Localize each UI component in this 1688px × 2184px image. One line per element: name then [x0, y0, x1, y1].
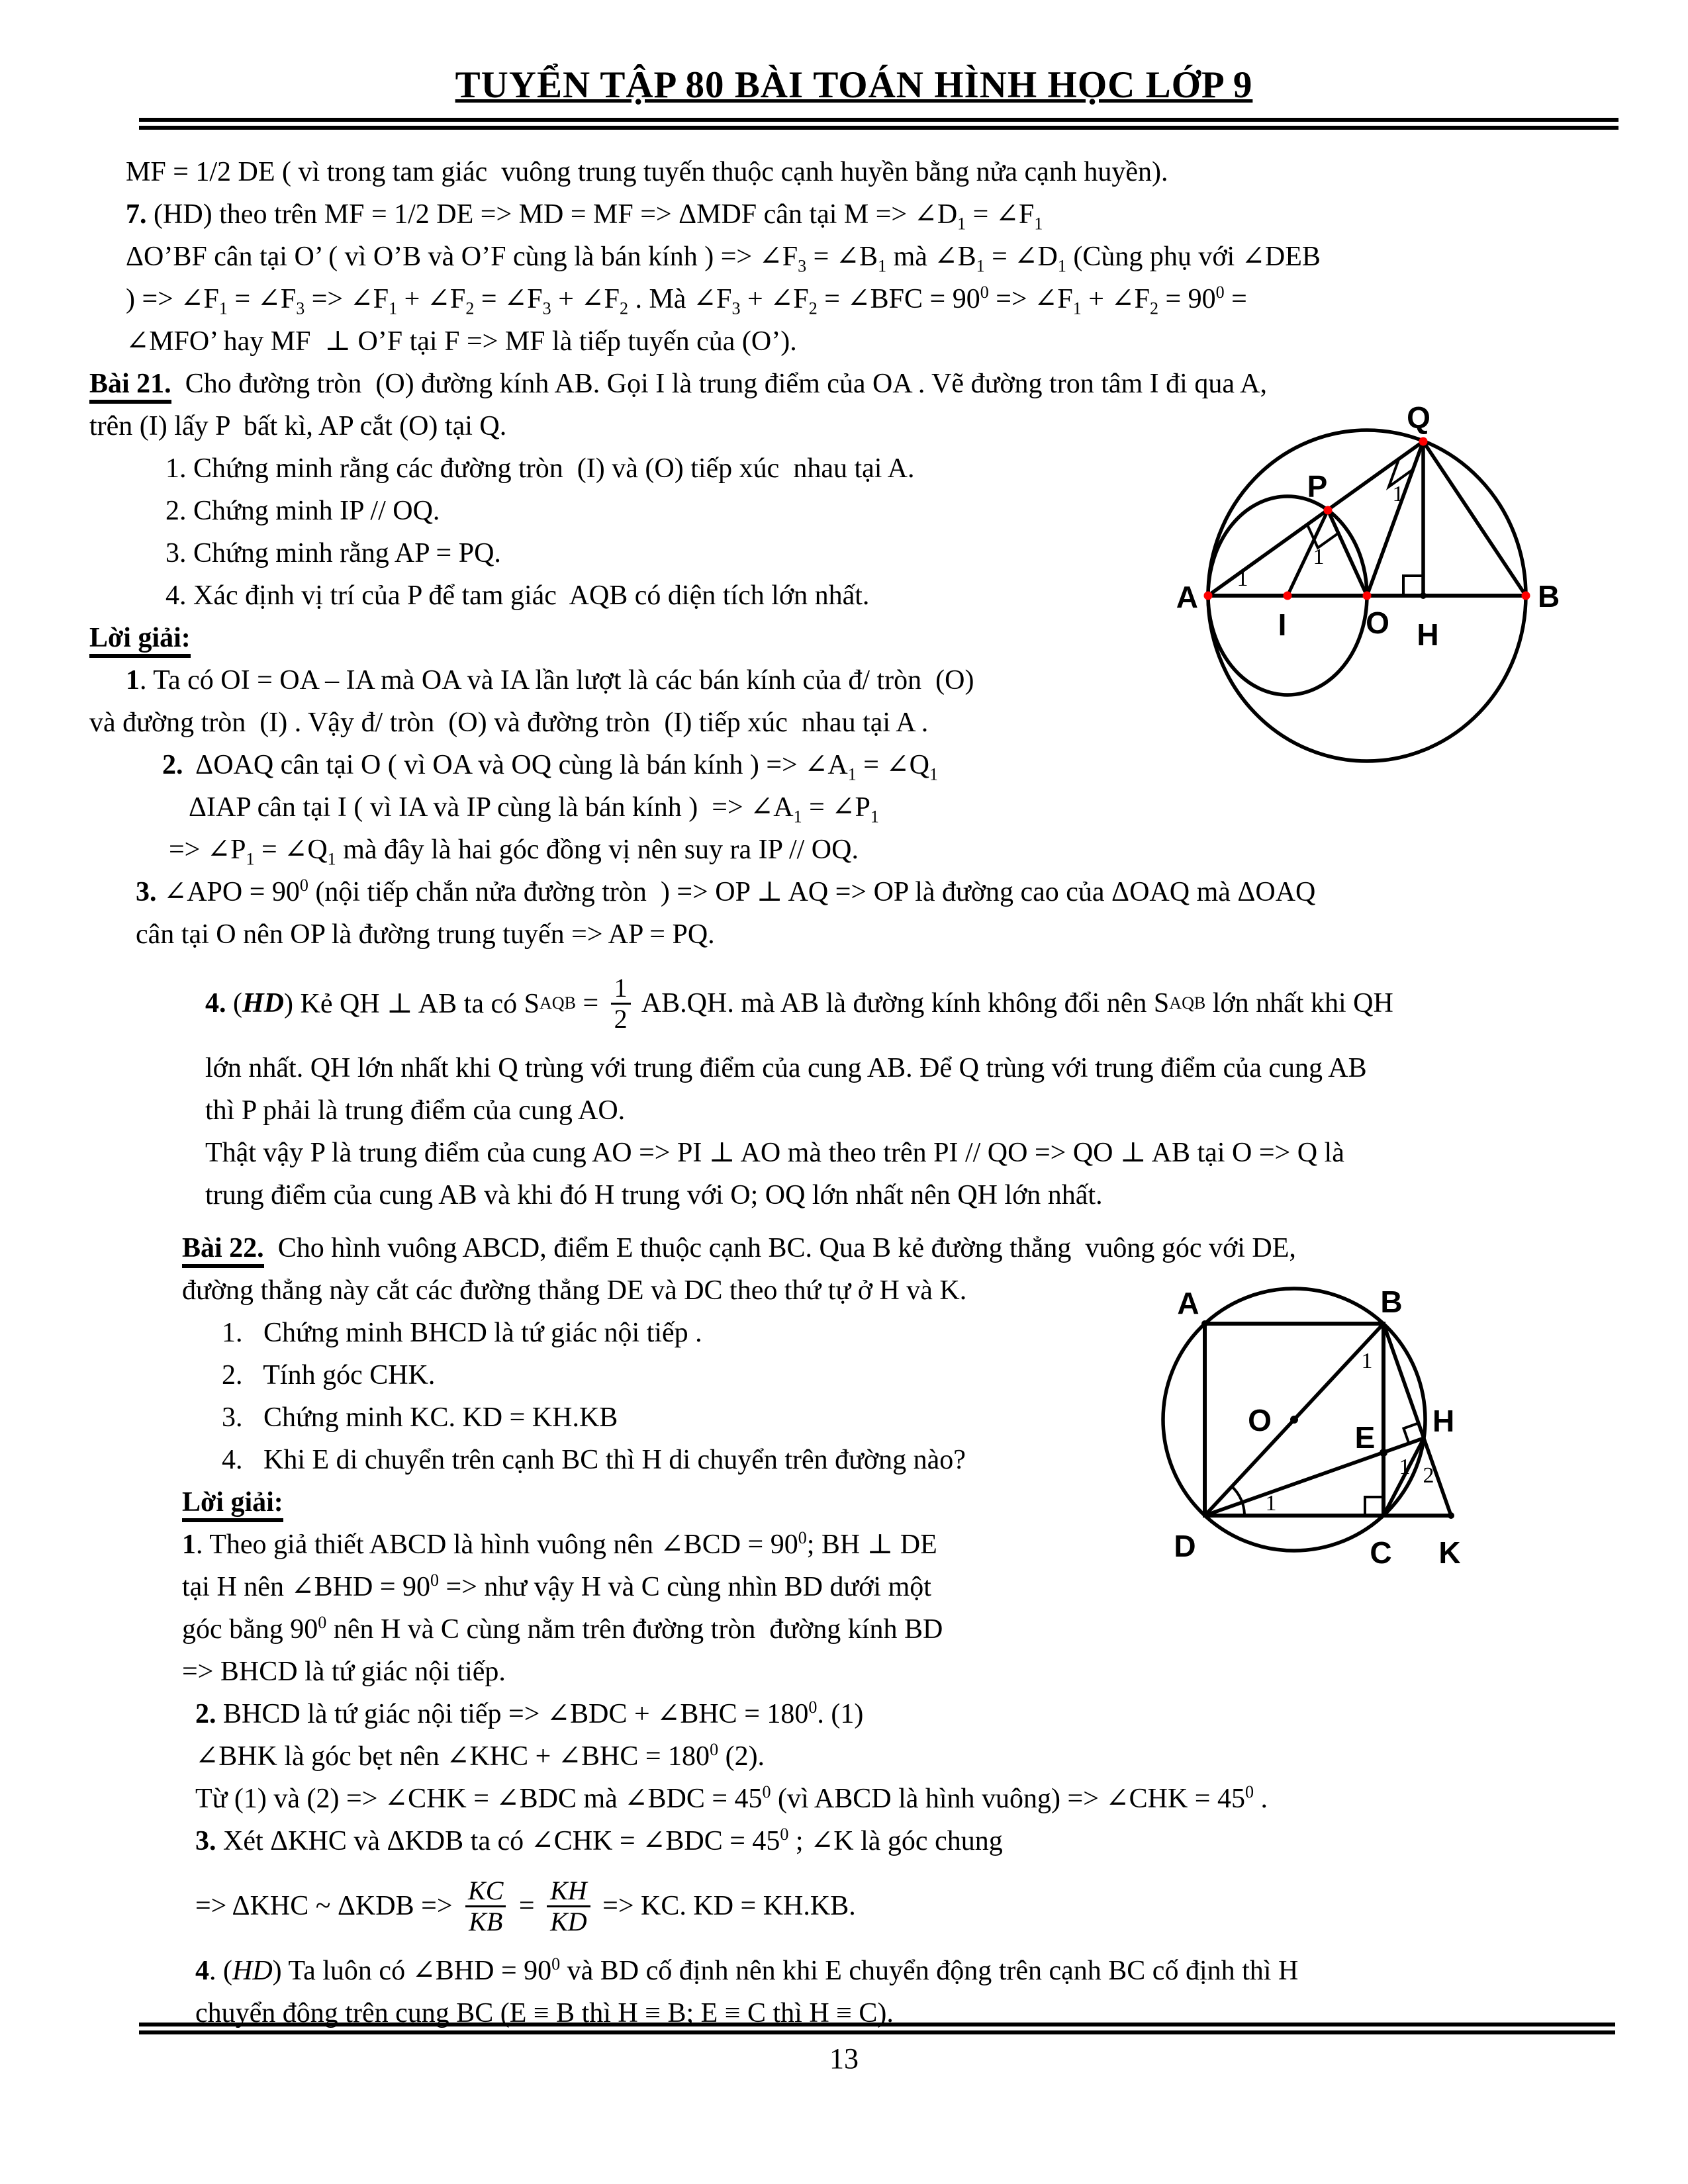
text-run-sub: 2 [619, 298, 628, 318]
point-E [1380, 1449, 1387, 1457]
text-run: 1. Chứng minh BHCD là tứ giác nội tiếp . [222, 1318, 702, 1348]
point-label-E: E [1354, 1420, 1376, 1455]
diagram-bai22-square-circle [1119, 1254, 1549, 1605]
text-run: ) => ∠F [126, 284, 219, 314]
text-line [195, 1778, 1618, 1820]
text-run: ) Kẻ QH ⊥ AB ta có S [284, 989, 539, 1019]
fraction: $\frac{1}{2}$ [611, 974, 631, 1032]
text-line [126, 278, 1618, 320]
text-line [195, 1950, 1618, 1992]
text-run: . Mà ∠F [628, 284, 732, 314]
header-divider [139, 118, 1618, 130]
text-line [126, 236, 1618, 278]
text-run-sup: 0 [299, 876, 308, 895]
point-B [1522, 592, 1530, 600]
text-run: = ∠BFC = 90 [817, 284, 980, 314]
text-run-sub: 1 [793, 807, 802, 827]
text-line [169, 829, 1618, 871]
text-run: ∠MFO’ hay MF ⊥ O’F tại F => MF là tiếp tuyến của (O’). [126, 326, 797, 357]
text-run: 4. Xác định vị trí của P để tam giác AQB có diện tích lớn nhất. [165, 580, 870, 611]
text-run: = ∠F [966, 199, 1035, 230]
text-run: Thật vậy P là trung điểm của cung AO => PI ⊥ AO mà theo trên PI // QO => QO ⊥ AB tại O => Q là [205, 1138, 1344, 1168]
text-run: mà ∠B [886, 242, 976, 272]
text-run: Từ (1) và (2) => ∠CHK = ∠BDC mà ∠BDC = 45 [195, 1784, 763, 1814]
text-run-sub: 1 [957, 214, 966, 234]
text-run: ΔO’BF cân tại O’ ( vì O’B và O’F cùng là bán kính ) => ∠F [126, 242, 798, 272]
point-A [1204, 592, 1213, 600]
text-run: 2. [195, 1699, 216, 1729]
text-run: . (1) [817, 1699, 864, 1729]
text-run: + ∠F [1081, 284, 1150, 314]
text-run: + ∠F [551, 284, 620, 314]
fraction: $\frac{KH}{KD}$ [547, 1876, 590, 1935]
text-run-sub: 1 [929, 764, 938, 784]
text-run: ∠APO = 90 [156, 877, 300, 907]
text-run-sub: 1 [847, 764, 857, 784]
point-H [1420, 592, 1427, 599]
text-run-sub: 1 [218, 298, 228, 318]
text-run: = ∠Q [254, 835, 328, 865]
point-K [1448, 1512, 1454, 1519]
text-run: = ∠F [227, 284, 297, 314]
text-line [195, 1862, 1618, 1950]
text-line [195, 1693, 1618, 1735]
text-run-sup: 0 [780, 1825, 789, 1844]
text-run: ( [226, 988, 242, 1019]
text-run-sub: 1 [1072, 298, 1082, 318]
text-run: AB.QH. mà AB là đường kính không đổi nên S [635, 988, 1170, 1019]
text-line [205, 1132, 1618, 1174]
text-run: ; ∠K là góc chung [788, 1826, 1003, 1856]
page-number: 13 [829, 2042, 859, 2075]
diagram-bai21-svg [1168, 400, 1632, 771]
text-run: HD [242, 988, 284, 1019]
segment-OQ [1367, 441, 1423, 596]
segment-QB [1423, 441, 1526, 596]
text-line [126, 151, 1618, 193]
text-run: 3. [136, 877, 157, 907]
text-run: Cho đường tròn (O) đường kính AB. Gọi I là trung điểm của OA . Vẽ đường tron tâm I đi qua A, [171, 369, 1267, 399]
text-line [136, 871, 1618, 913]
text-run: và đường tròn (I) . Vậy đ/ tròn (O) và đường tròn (I) tiếp xúc nhau tại A . [89, 707, 929, 738]
text-run: = ∠B [806, 242, 878, 272]
angle-label-H2: 2 [1423, 1463, 1434, 1488]
point-label-P: P [1307, 469, 1328, 504]
point-label-O: O [1366, 606, 1389, 640]
text-run-sub: 2 [465, 298, 475, 318]
text-run: ; BH ⊥ DE [806, 1529, 937, 1560]
point-label-C: C [1370, 1535, 1392, 1570]
text-run-sub: 1 [327, 849, 336, 869]
text-run-sup: 0 [430, 1570, 440, 1590]
text-line [195, 1820, 1618, 1862]
text-run: (nội tiếp chắn nửa đường tròn ) => OP ⊥ AQ => OP là đường cao của ΔOAQ mà ΔOAQ [308, 877, 1316, 907]
text-run: Lời giải: [89, 623, 191, 658]
text-run: (HD) theo trên MF = 1/2 DE => MD = MF => ΔMDF cân tại M => ∠D [146, 199, 958, 230]
text-run: ∠BHK là góc bẹt nên ∠KHC + ∠BHC = 180 [195, 1741, 710, 1772]
text-run-sup: 0 [318, 1613, 327, 1632]
point-label-A: A [1176, 580, 1198, 614]
text-run: = ∠P [802, 792, 870, 823]
text-run: lớn nhất khi QH [1205, 988, 1393, 1019]
text-run: và BD cố định nên khi E chuyển động trên cạnh BC cố định thì H [560, 1956, 1299, 1986]
text-run-sup: 0 [1215, 283, 1225, 302]
text-run: => ∠F [305, 284, 389, 314]
text-line [89, 363, 1618, 405]
text-line [136, 913, 1618, 956]
right-angle-mark-H [1403, 576, 1423, 596]
text-run: ΔIAP cân tại I ( vì IA và IP cùng là bán kính ) => ∠A [189, 792, 794, 823]
text-run: = ∠D [984, 242, 1058, 272]
text-run: Lời giải: [182, 1487, 283, 1522]
angle-arc-D [1232, 1486, 1244, 1516]
text-run: Bài 22. [182, 1233, 264, 1268]
text-run-sub: 3 [542, 298, 551, 318]
text-run-sub: 2 [1149, 298, 1158, 318]
text-line [205, 1047, 1618, 1089]
angle-label-B1: 1 [1361, 1349, 1373, 1373]
text-run: lớn nhất. QH lớn nhất khi Q trùng với trung điểm của cung AB. Để Q trùng với trung điểm của cung AB [205, 1053, 1367, 1083]
text-run-sup: 0 [808, 1698, 818, 1717]
text-run: (2). [718, 1741, 765, 1772]
point-label-B: B [1538, 579, 1560, 614]
text-run-sub: 1 [878, 256, 887, 276]
point-label-H: H [1432, 1404, 1455, 1438]
text-line [182, 1651, 1618, 1693]
text-run: 3. Chứng minh rằng AP = PQ. [165, 538, 501, 569]
point-P [1324, 506, 1333, 515]
text-run: 4. Khi E di chuyển trên cạnh BC thì H di chuyển trên đường nào? [222, 1445, 966, 1475]
text-run: = [575, 988, 606, 1019]
text-run: ΔOAQ cân tại O ( vì OA và OQ cùng là bán kính ) => ∠A [183, 750, 848, 780]
text-run: => ∠F [988, 284, 1073, 314]
angle-label-Q1: 1 [1392, 482, 1404, 506]
text-line [182, 1608, 1618, 1651]
text-line [205, 1089, 1618, 1132]
text-run: . Ta có OI = OA – IA mà OA và IA lần lượt là các bán kính của đ/ tròn (O) [140, 665, 974, 696]
text-line: 4. ( HD ) Kẻ QH ⊥ AB ta có S AQB = $\frac{1}{2}$ AB.QH. mà AB là đường kính không đổi nên S AQB lớn nhất khi QH [205, 973, 1393, 1034]
text-run: = 90 [1158, 284, 1216, 314]
text-run: (Cùng phụ với ∠DEB [1066, 242, 1321, 272]
text-run-sup: 0 [1244, 1782, 1254, 1801]
text-run: + ∠F [740, 284, 809, 314]
text-run: => ΔKHC ~ ΔKDB => [195, 1891, 460, 1921]
text-run-sup: 0 [762, 1782, 771, 1801]
text-run: . [1253, 1784, 1268, 1814]
text-run: 4. [205, 988, 226, 1019]
text-run: 1 [182, 1529, 196, 1560]
text-run-sub: 2 [808, 298, 818, 318]
text-line [205, 1174, 1618, 1216]
angle-label-D1: 1 [1265, 1491, 1277, 1516]
text-line [126, 320, 1618, 363]
point-O [1290, 1416, 1298, 1424]
text-run: cân tại O nên OP là đường trung tuyến => AP = PQ. [136, 919, 715, 950]
text-run-sub: 3 [798, 256, 807, 276]
point-label-I: I [1278, 608, 1287, 642]
text-run-sub: 1 [870, 807, 879, 827]
point-label-D: D [1174, 1529, 1196, 1563]
text-run: + ∠F [397, 284, 466, 314]
text-line [189, 786, 1618, 829]
text-run: . Theo giả thiết ABCD là hình vuông nên ∠BCD = 90 [196, 1529, 798, 1560]
point-label-H: H [1417, 617, 1439, 652]
text-run: 7. [126, 199, 147, 230]
text-run: BHCD là tứ giác nội tiếp => ∠BDC + ∠BHC = 180 [216, 1699, 809, 1729]
text-run: 1. Chứng minh rằng các đường tròn (I) và (O) tiếp xúc nhau tại A. [165, 453, 915, 484]
text-run: = ∠Q [856, 750, 929, 780]
text-run: 4 [195, 1956, 209, 1986]
text-run: = ∠F [474, 284, 543, 314]
text-run: đường thẳng này cắt các đường thẳng DE và DC theo thứ tự ở H và K. [182, 1275, 967, 1306]
text-run: = [1224, 284, 1247, 314]
text-run: mà đây là hai góc đồng vị nên suy ra IP // OQ. [336, 835, 859, 865]
text-run: HD [232, 1956, 273, 1986]
text-run: => BHCD là tứ giác nội tiếp. [182, 1657, 506, 1687]
text-run-sub: 3 [296, 298, 305, 318]
text-run-sup: 0 [798, 1528, 807, 1547]
angle-label-P1: 1 [1313, 545, 1325, 569]
text-run: 2. Tính góc CHK. [222, 1360, 436, 1390]
text-run: thì P phải là trung điểm của cung AO. [205, 1095, 626, 1126]
text-run: MF = 1/2 DE ( vì trong tam giác vuông trung tuyến thuộc cạnh huyền bằng nửa cạnh huyền). [126, 157, 1168, 187]
text-run: => KC. KD = KH.KB. [595, 1891, 856, 1921]
text-run: Bài 21. [89, 369, 171, 404]
text-run: 3. Chứng minh KC. KD = KH.KB [222, 1402, 618, 1433]
text-run: trung điểm của cung AB và khi đó H trung với O; OQ lớn nhất nên QH lớn nhất. [205, 1180, 1103, 1210]
text-line [126, 193, 1618, 236]
text-run: Xét ΔKHC và ΔKDB ta có ∠CHK = ∠BDC = 45 [216, 1826, 780, 1856]
text-run: góc bằng 90 [182, 1614, 318, 1645]
text-run: chuyển động trên cung BC (E ≡ B thì H ≡ B; E ≡ C thì H ≡ C). [195, 1998, 894, 2028]
point-Q [1419, 437, 1428, 446]
point-label-A: A [1177, 1286, 1199, 1320]
angle-label-H1: 1 [1399, 1455, 1411, 1479]
text-run-sub: 1 [389, 298, 398, 318]
angle-label-A1: 1 [1237, 567, 1248, 591]
text-run: => ∠P [169, 835, 246, 865]
point-label-K: K [1438, 1535, 1461, 1570]
point-label-O: O [1248, 1403, 1272, 1437]
text-run: (vì ABCD là hình vuông) => ∠CHK = 45 [771, 1784, 1245, 1814]
text-run-sup: 0 [710, 1740, 719, 1759]
text-run: . ( [209, 1956, 232, 1986]
text-run-sub: 1 [246, 849, 255, 869]
text-line [195, 1735, 1618, 1778]
text-run: Cho hình vuông ABCD, điểm E thuộc cạnh BC. Qua B kẻ đường thẳng vuông góc với DE, [263, 1233, 1296, 1263]
text-run: => như vậy H và C cùng nhìn BD dưới một [439, 1572, 931, 1602]
text-run: nên H và C cùng nằm trên đường tròn đường kính BD [326, 1614, 943, 1645]
point-A [1201, 1320, 1208, 1327]
point-label-Q: Q [1407, 400, 1430, 435]
fraction: $\frac{KC}{KB}$ [465, 1876, 506, 1935]
text-run: 1 [126, 665, 140, 696]
text-run: = [512, 1891, 542, 1921]
point-O [1363, 592, 1372, 600]
text-run-sup: 0 [551, 1954, 561, 1974]
text-run-sub: 3 [731, 298, 741, 318]
text-run: ) Ta luôn có ∠BHD = 90 [272, 1956, 552, 1986]
point-label-B: B [1380, 1285, 1403, 1319]
text-run: 2. Chứng minh IP // OQ. [165, 496, 440, 526]
text-run-sub: 1 [1057, 256, 1066, 276]
text-run-sub: 1 [976, 256, 985, 276]
text-run: tại H nên ∠BHD = 90 [182, 1572, 431, 1602]
footer-divider [139, 2023, 1615, 2034]
page-title: TUYỂN TẬP 80 BÀI TOÁN HÌNH HỌC LỚP 9 [455, 64, 1253, 106]
text-run-sup: 0 [980, 283, 989, 302]
diagram-bai21-circles [1168, 400, 1632, 771]
text-run: trên (I) lấy P bất kì, AP cắt (O) tại Q. [89, 411, 507, 441]
text-run-sub: 1 [1034, 214, 1043, 234]
text-run: 3. [195, 1826, 216, 1856]
text-run: 2. [162, 750, 183, 780]
right-angle-mark-C [1365, 1497, 1383, 1516]
diagram-bai22-svg [1119, 1254, 1549, 1605]
point-I [1284, 592, 1292, 600]
